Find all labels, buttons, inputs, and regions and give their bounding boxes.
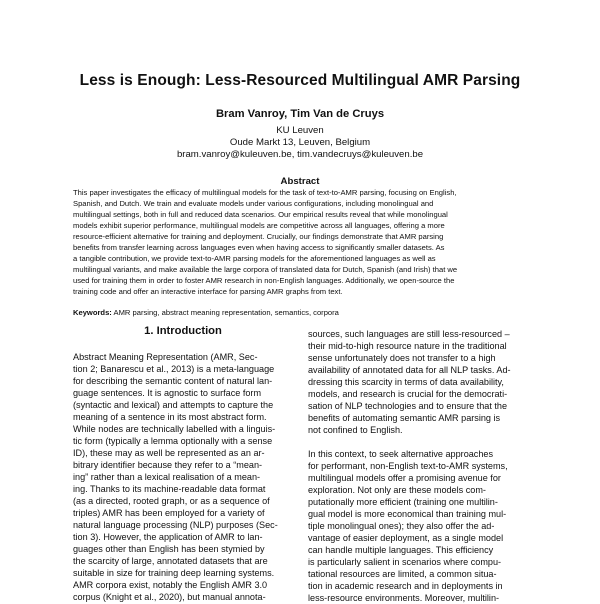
intro-text-line: can handle multiple languages. This efficiency [308, 545, 494, 555]
intro-text-line: corpus (Knight et al., 2020), but manual annota- [73, 592, 266, 602]
intro-text-line: less-resource environments. Moreover, multilin- [308, 593, 500, 603]
affiliation-institution: KU Leuven [276, 125, 324, 136]
intro-text-line: vantage of easier deployment, as a single model [308, 533, 504, 543]
intro-text-line: putationally more efficient (training one multilin- [308, 497, 498, 507]
left-column-text [73, 351, 298, 603]
intro-text-line: exploration. Not only are these models com- [308, 485, 486, 495]
abstract-line: models exhibit superior performance, multilingual models are competitive across all languages, offering a more [73, 221, 445, 230]
intro-text-line: dressing this scarcity in terms of data availability, [308, 377, 504, 387]
keywords [73, 307, 527, 318]
intro-text-line: tion 2; Banarescu et al., 2013) is a meta-language [73, 364, 275, 374]
intro-text-line: bitrary identifier because they refer to a “mean- [73, 460, 263, 470]
abstract-line: This paper investigates the efficacy of multilingual models for the task of text-to-AMR parsing, focusing on English, [73, 188, 457, 197]
abstract-line: resource-efficient alternative for training and deployment. Crucially, our findings demonstrate that AMR parsing [73, 232, 444, 241]
intro-text-line: the scarcity of large, annotated datasets that are [73, 556, 268, 566]
intro-text-line: multilingual models offer a promising avenue for [308, 473, 501, 483]
author-emails: bram.vanroy@kuleuven.be, tim.vandecruys@kuleuven.be [176, 149, 424, 160]
intro-text-line: natural language processing (NLP) purposes (Sec- [73, 520, 278, 530]
intro-text-line: meaning of a sentence in its most abstract form. [73, 412, 267, 422]
intro-text-line: tion 3). However, the application of AMR to lan- [73, 532, 263, 542]
intro-text-line: availability of annotated data for all NLP tasks. Ad- [308, 365, 511, 375]
intro-text-line: not confined to English. [308, 425, 403, 435]
intro-text-line: ing” rather than a lexical realisation of a mean- [73, 472, 261, 482]
intro-text-line: Abstract Meaning Representation (AMR, Sec- [73, 352, 258, 362]
intro-text-line: tic form (typically a lemma optionally with a sense [73, 436, 273, 446]
affiliation-address: Oude Markt 13, Leuven, Belgium [229, 137, 371, 148]
intro-text-line: benefits of automating semantic AMR parsing is [308, 413, 501, 423]
intro-text-line: their mid-to-high resource nature in the traditional [308, 341, 507, 351]
intro-text-line: guage sentences. It is agnostic to surface form [73, 388, 262, 398]
intro-text-line: AMR corpora exist, notably the English AMR 3.0 [73, 580, 268, 590]
paragraph-gap [308, 436, 531, 448]
intro-text-line: While nodes are technically labelled with a linguis- [73, 424, 276, 434]
intro-text-line: ing. Thanks to its machine-readable data format [73, 484, 266, 494]
section-heading-introduction: 1. Introduction [144, 325, 222, 337]
intro-text-line: tiple monolingual ones); they also offer the ad- [308, 521, 495, 531]
intro-text-line: sation of NLP technologies and to ensure that the [308, 401, 508, 411]
abstract-line: a tangible contribution, we provide text-to-AMR parsing models for the aforementioned languages as well as [73, 254, 436, 263]
authors: Bram Vanroy, Tim Van de Cruys [215, 108, 385, 120]
intro-text-line: suitable in size for training deep learning systems. [73, 568, 275, 578]
intro-text-line: ID), these may as well be represented as an ar- [73, 448, 265, 458]
keywords-label: Keywords: [73, 308, 112, 317]
intro-text-line: for describing the semantic content of natural lan- [73, 376, 273, 386]
abstract-line: training code and offer an interactive interface for parsing AMR graphs from text. [73, 287, 343, 296]
paper-title: Less is Enough: Less-Resourced Multilingual AMR Parsing [79, 72, 521, 89]
keywords-text: AMR parsing, abstract meaning representation, semantics, corpora [111, 308, 339, 317]
intro-text-line: is particularly salient in scenarios where compu- [308, 557, 502, 567]
intro-text-line: gual model is more economical than training mul- [308, 509, 507, 519]
intro-text-line: (as a directed, rooted graph, or as a sequence of [73, 496, 270, 506]
intro-text-line: tational resources are limited, a common situa- [308, 569, 497, 579]
intro-text-line: guages other than English has been stymied by [73, 544, 265, 554]
abstract-line: used for training them in order to foster AMR research in non-English languages. Additionally, we open-source the [73, 276, 455, 285]
intro-text-line: In this context, to seek alternative approaches [308, 449, 494, 459]
abstract-line: Spanish, and Dutch. We train and evaluate models under various configurations, including monolingual and [73, 199, 434, 208]
abstract-heading: Abstract [280, 176, 320, 187]
intro-text-line: tion in academic research and in deployments in [308, 581, 503, 591]
intro-text-line: (syntactic and lexical) and attempts to capture the [73, 400, 274, 410]
abstract-line: multilingual settings, both in full and reduced data scenarios. Our empirical results reveal that while monolingual [73, 210, 448, 219]
abstract-line: benefits from transfer learning across languages even when having access to significantly smaller datasets. As [73, 243, 445, 252]
intro-text-line: sense unfortunately does not transfer to a high [308, 353, 496, 363]
intro-text-line: for performant, non-English text-to-AMR systems, [308, 461, 508, 471]
intro-text-line: triples) AMR has been employed for a variety of [73, 508, 265, 518]
abstract-body [73, 187, 527, 297]
intro-text-line: models, and research is crucial for the democrati- [308, 389, 508, 399]
abstract-line: multilingual variants, and make available the large corpora of translated data for Dutch, Spanish (and Irish) that we [73, 265, 458, 274]
intro-text-line: sources, such languages are still less-resourced – [308, 329, 510, 339]
right-column-text [308, 328, 531, 604]
